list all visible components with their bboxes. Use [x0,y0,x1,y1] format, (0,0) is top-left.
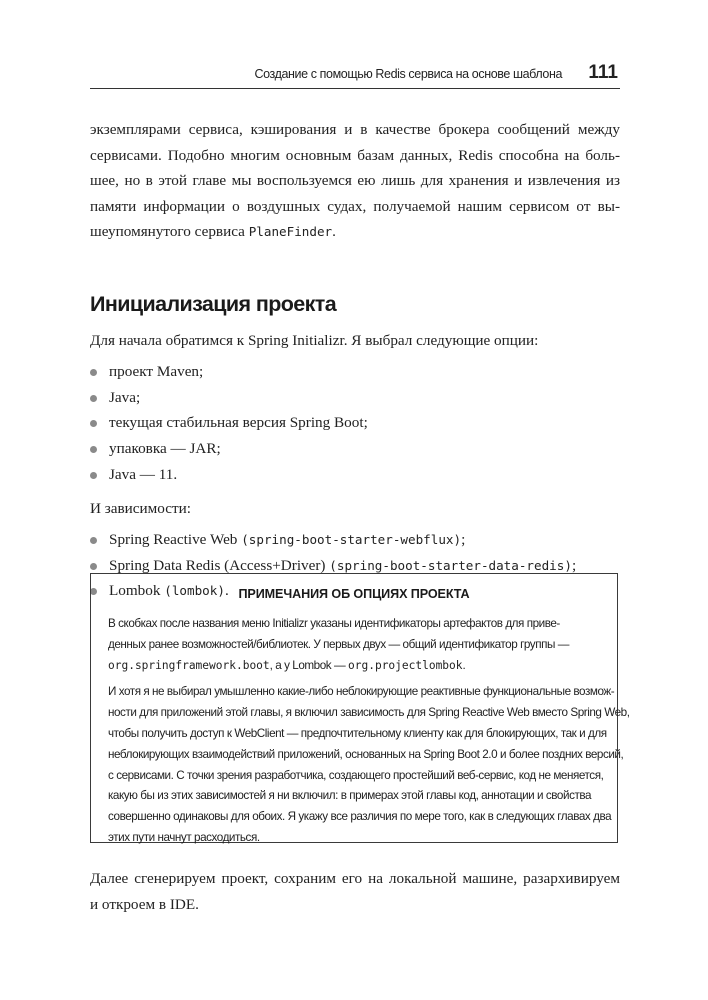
text-line: Далее сгенерируем проект, сохраним его на локальной машине, разархивируем [90,870,620,887]
section-heading: Инициализация проекта [90,291,337,316]
text-line: В скобках после названия меню Initializr указаны идентификаторы артефактов для приве- [108,617,560,630]
text-line: шее, но в этой главе мы воспользуемся ею лишь для хранения и извлечения из [90,172,620,189]
bullet-icon [90,472,97,479]
text-line: сервисами. Подобно многим основным базам данных, Redis способна на боль- [90,146,620,164]
text-fragment: . [332,223,336,240]
inline-code: (spring-boot-starter-data-redis) [329,557,572,573]
text-line [90,219,620,245]
options-list [90,359,620,488]
note-paragraph [108,614,602,676]
main-content [90,117,620,604]
text-line: чтобы получить доступ к WebClient — предпочтительному клиенту как для блокирующих, так и для [108,726,607,740]
text-fragment: ; [571,556,577,574]
text-line: совершенно одинаковы для обоих. Я укажу все различия по мере того, как в следующих главах два [108,810,612,824]
dependencies-intro [90,496,620,522]
text-fragment: шеупомянутого сервиса [90,223,249,240]
inline-code: org.projectlombok [348,658,463,672]
list-item [90,462,620,488]
text-line: памяти информации о воздушных судах, получаемой нашим сервисом от вы- [90,197,620,215]
list-item-text: проект Maven; [109,363,204,380]
bullet-icon [90,446,97,453]
text-line: какую бы из этих зависимостей я ни включил: в примерах этой главы код, аннотации и свойства [108,789,592,803]
text-line: денных ранее возможностей/библиотек. У первых двух — общий идентификатор группы — [108,637,569,651]
page-number: 111 [588,62,618,83]
text-fragment: , а у Lombok — [269,658,349,672]
inline-code: (spring-boot-starter-webflux) [241,532,462,548]
bullet-icon [90,395,97,402]
list-item [90,410,620,436]
list-item [90,385,620,411]
dependency-name: Spring Reactive Web [109,531,242,549]
list-item-text: Java — 11. [109,465,178,483]
text-line: неблокирующих взаимодействий приложений, основанных на Spring Boot 2.0 и более поздних версий, [108,747,624,761]
inline-code: org.springframework.boot [108,658,270,672]
note-paragraph [108,682,630,848]
list-item-text: текущая стабильная версия Spring Boot; [109,414,368,432]
bullet-icon [90,369,97,376]
text-line: с сервисами. С точки зрения разработчика, создающего простейший веб-сервис, код не меняется, [108,768,604,782]
opening-paragraph [90,117,620,245]
dependency-name: Spring Data Redis (Access+Driver) [109,556,330,574]
text-line: Для начала обратимся к Spring Initializr. Я выбрал следующие опции: [90,331,539,349]
text-fragment: ; [461,531,466,549]
text-line: экземплярами сервиса, кэширования и в качестве брокера сообщений между [90,121,620,138]
bullet-icon [90,537,97,544]
inline-code: PlaneFinder [248,224,333,239]
text-line: этих пути начнут расходиться. [108,830,260,844]
list-item [90,436,620,462]
list-item-text: Java; [109,388,141,406]
bullet-icon [90,563,97,570]
running-head: Создание с помощью Redis сервиса на основе шаблона [254,67,562,81]
page-header [90,60,620,89]
dependency-name: Lombok [109,582,165,600]
text-line: и откроем в IDE. [90,895,199,913]
list-item [90,359,620,385]
list-item [90,527,620,553]
note-body [108,614,630,849]
inline-code: (lombok) [164,583,225,599]
text-fragment: . [224,582,229,600]
text-line: И хотя я не выбирал умышленно какие-либо неблокирующие реактивные функциональные возмож- [108,685,615,699]
bullet-icon [90,420,97,427]
list-item-text: упаковка — JAR; [109,440,221,458]
text-line: ности для приложений этой главы, я включил зависимость для Spring Reactive Web вместо Spring Web, [108,706,630,720]
section-intro [90,328,620,354]
closing-paragraph [90,866,620,917]
text-line [108,656,602,677]
note-box [90,573,630,844]
text-line: И зависимости: [90,499,191,517]
text-fragment: . [462,658,466,672]
note-title: ПРИМЕЧАНИЯ ОБ ОПЦИЯХ ПРОЕКТА [238,587,470,601]
